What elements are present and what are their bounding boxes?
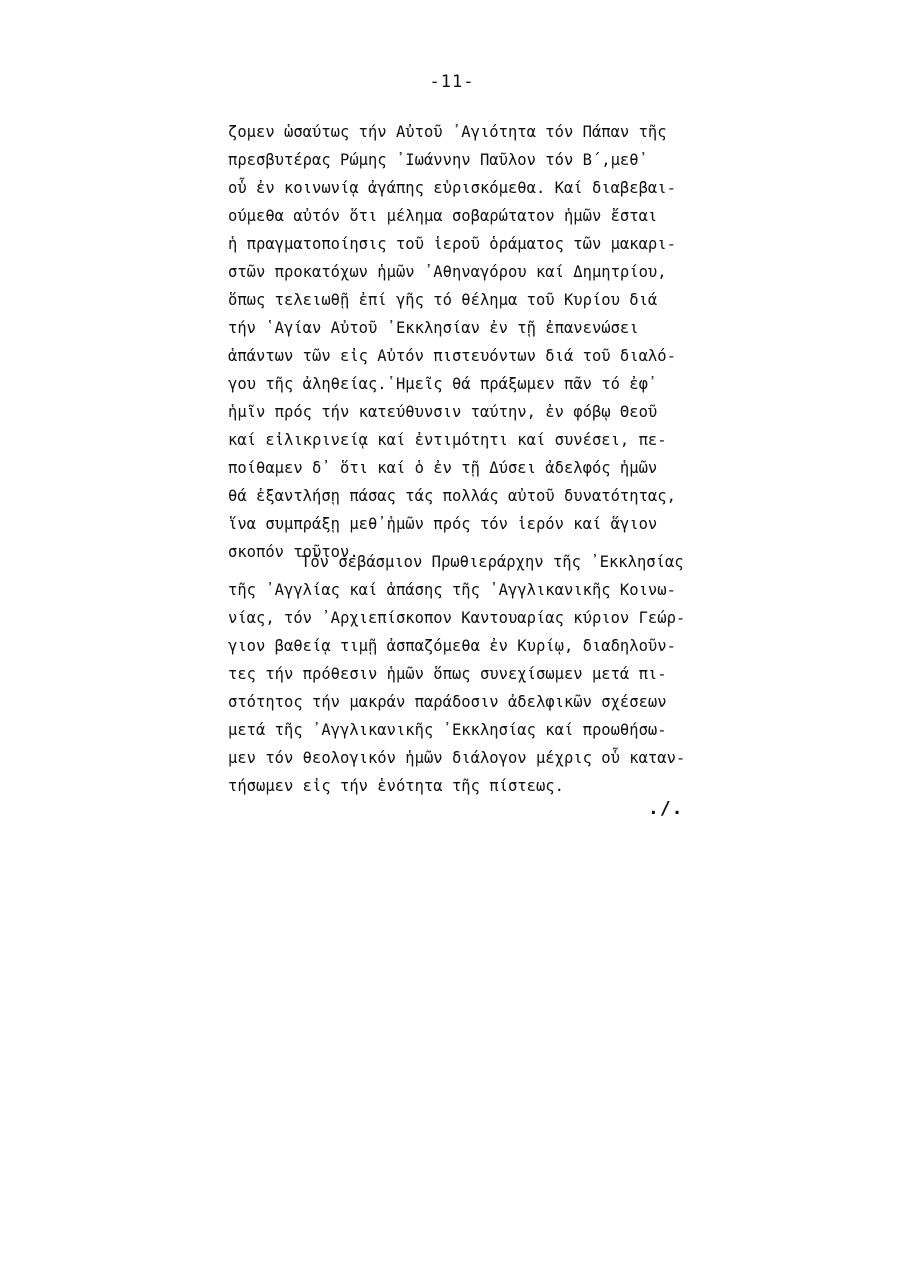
text-line: ζομεν ὡσαύτως τήν Αὐτοῦ ᾿Αγιότητα τόν Πάπαν τῆς xyxy=(228,123,667,141)
paragraph-2 xyxy=(228,548,768,800)
text-line: τήσωμεν εἰς τήν ἑνότητα τῆς πίστεως. xyxy=(228,777,564,795)
text-line: οὗ ἐν κοινωνίᾳ ἀγάπης εὑρισκόμεθα. Καί διαβεβαι- xyxy=(228,179,676,197)
text-line: ούμεθα αὐτόν ὅτι μέλημα σοβαρώτατον ἡμῶν ἔσται xyxy=(228,207,658,225)
text-line: ὅπως τελειωθῇ ἐπί γῆς τό θέλημα τοῦ Κυρίου διά xyxy=(228,291,658,309)
text-line: γιον βαθείᾳ τιμῇ ἀσπαζόμεθα ἐν Κυρίῳ, διαδηλοῦν- xyxy=(228,637,676,655)
text-line: σκοπόν τοῦτον. xyxy=(228,543,359,561)
paragraph-1 xyxy=(228,118,768,566)
text-line: νίας, τόν ᾿Αρχιεπίσκοπον Καντουαρίας κύριον Γεώρ- xyxy=(228,609,686,627)
text-line: ποίθαμεν δ᾿ ὅτι καί ὁ ἐν τῇ Δύσει ἀδελφός ἡμῶν xyxy=(228,459,658,477)
text-line: καί εἰλικρινείᾳ καί ἐντιμότητι καί συνέσει, πε- xyxy=(228,431,667,449)
text-line: Τόν σεβάσμιον Πρωθιεράρχην τῆς ᾿Εκκλησίας xyxy=(301,553,684,571)
continuation-mark: ./. xyxy=(648,798,684,819)
text-line: τήν ῾Αγίαν Αὐτοῦ ᾿Εκκλησίαν ἐν τῇ ἐπανενώσει xyxy=(228,319,639,337)
text-line: τες τήν πρόθεσιν ἡμῶν ὅπως συνεχίσωμεν μετά πι- xyxy=(228,665,667,683)
text-line: ἁπάντων τῶν εἰς Αὐτόν πιστευόντων διά τοῦ διαλό- xyxy=(228,347,676,365)
text-line: στότητος τήν μακράν παράδοσιν ἀδελφικῶν σχέσεων xyxy=(228,693,667,711)
text-line: ἵνα συμπράξῃ μεθ᾿ἡμῶν πρός τόν ἱερόν καί ἅγιον xyxy=(228,515,658,533)
text-line: θά ἐξαντλήσῃ πάσας τάς πολλάς αὐτοῦ δυνατότητας, xyxy=(228,487,676,505)
text-line: στῶν προκατόχων ἡμῶν ᾿Αθηναγόρου καί Δημητρίου, xyxy=(228,263,667,281)
text-line: γου τῆς ἀληθείας.῾Ημεῖς θά πράξωμεν πᾶν τό ἐφ᾿ xyxy=(228,375,658,393)
text-line: μεν τόν θεολογικόν ἡμῶν διάλογον μέχρις οὗ καταν- xyxy=(228,749,686,767)
page-number: -11- xyxy=(429,72,475,92)
text-line: τῆς ᾿Αγγλίας καί ἁπάσης τῆς ᾿Αγγλικανικῆς Κοινω- xyxy=(228,581,676,599)
text-line: ἡ πραγματοποίησις τοῦ ἱεροῦ ὁράματος τῶν μακαρι- xyxy=(228,235,676,253)
text-line: πρεσβυτέρας Ρώμης ᾿Ιωάννην Παῦλον τόν Β΄,μεθ᾿ xyxy=(228,151,648,169)
text-line: μετά τῆς ᾿Αγγλικανικῆς ᾿Εκκλησίας καί προωθήσω- xyxy=(228,721,667,739)
text-line: ἡμῖν πρός τήν κατεύθυνσιν ταύτην, ἐν φόβῳ Θεοῦ xyxy=(228,403,658,421)
